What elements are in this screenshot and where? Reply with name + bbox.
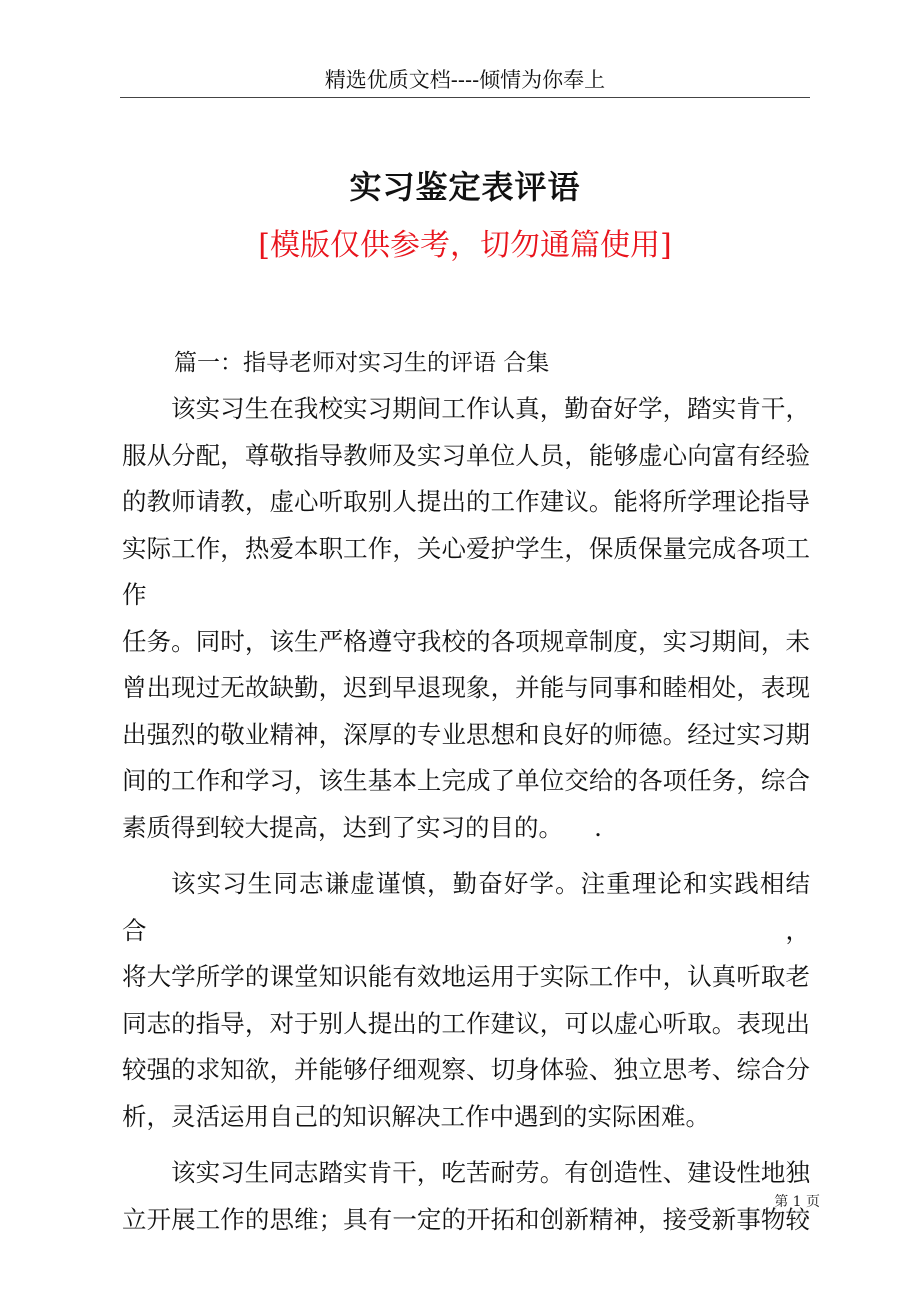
paragraph-line: 素质得到较大提高，达到了实习的目的。 . — [122, 812, 602, 842]
paragraph-line: 该实习生同志踏实肯干，吃苦耐劳。有创造性、建设性地独 — [171, 1158, 810, 1187]
paragraph-line: 任务。同时，该生严格遵守我校的各项规章制度，实习期间，未 — [122, 626, 810, 656]
paragraph-line: 析，灵活运用自己的知识解决工作中遇到的实际困难。 — [122, 1101, 710, 1131]
page-header: 精选优质文档----倾情为你奉上 — [324, 68, 606, 92]
paragraph-line: 实际工作，热爱本职工作，关心爱护学生，保质保量完成各项工作 — [122, 533, 810, 609]
paragraph-line: 出强烈的敬业精神，深厚的专业思想和良好的师德。经过实习期 — [122, 719, 810, 749]
paragraph-2 — [122, 861, 810, 1140]
paragraph-line: 较强的求知欲，并能够仔细观察、切身体验、独立思考、综合分 — [122, 1055, 810, 1084]
page-number: 第 1 页 — [774, 1194, 820, 1210]
template-notice: [模版仅供参考，切勿通篇使用] — [258, 228, 672, 263]
paragraph-line: 该实习生在我校实习期间工作认真，勤奋好学，踏实肯干， — [171, 394, 810, 423]
paragraph-1 — [122, 386, 810, 851]
paragraph-line: 将大学所学的课堂知识能有效地运用于实际工作中，认真听取老 — [122, 962, 810, 991]
paragraph-line: 曾出现过无故缺勤，迟到早退现象，并能与同事和睦相处，表现 — [122, 673, 810, 702]
section-heading: 篇一：指导老师对实习生的评语 合集 — [174, 350, 550, 376]
paragraph-line: 同志的指导，对于别人提出的工作建议，可以虚心听取。表现出 — [122, 1008, 810, 1038]
document-title: 实习鉴定表评语 — [349, 168, 581, 206]
paragraph-line: 该实习生同志谦虚谨慎，勤奋好学。注重理论和实践相结合， — [122, 869, 810, 945]
paragraph-line: 间的工作和学习，该生基本上完成了单位交给的各项任务，综合 — [122, 766, 810, 795]
paragraph-line: 立开展工作的思维；具有一定的开拓和创新精神，接受新事物较 — [122, 1204, 810, 1234]
header-divider — [120, 97, 810, 98]
document-body — [122, 340, 810, 1253]
paragraph-line: 的教师请教，虚心听取别人提出的工作建议。能将所学理论指导 — [122, 487, 810, 516]
paragraph-3 — [122, 1150, 810, 1243]
paragraph-line: 服从分配，尊敬指导教师及实习单位人员，能够虚心向富有经验 — [122, 440, 810, 470]
